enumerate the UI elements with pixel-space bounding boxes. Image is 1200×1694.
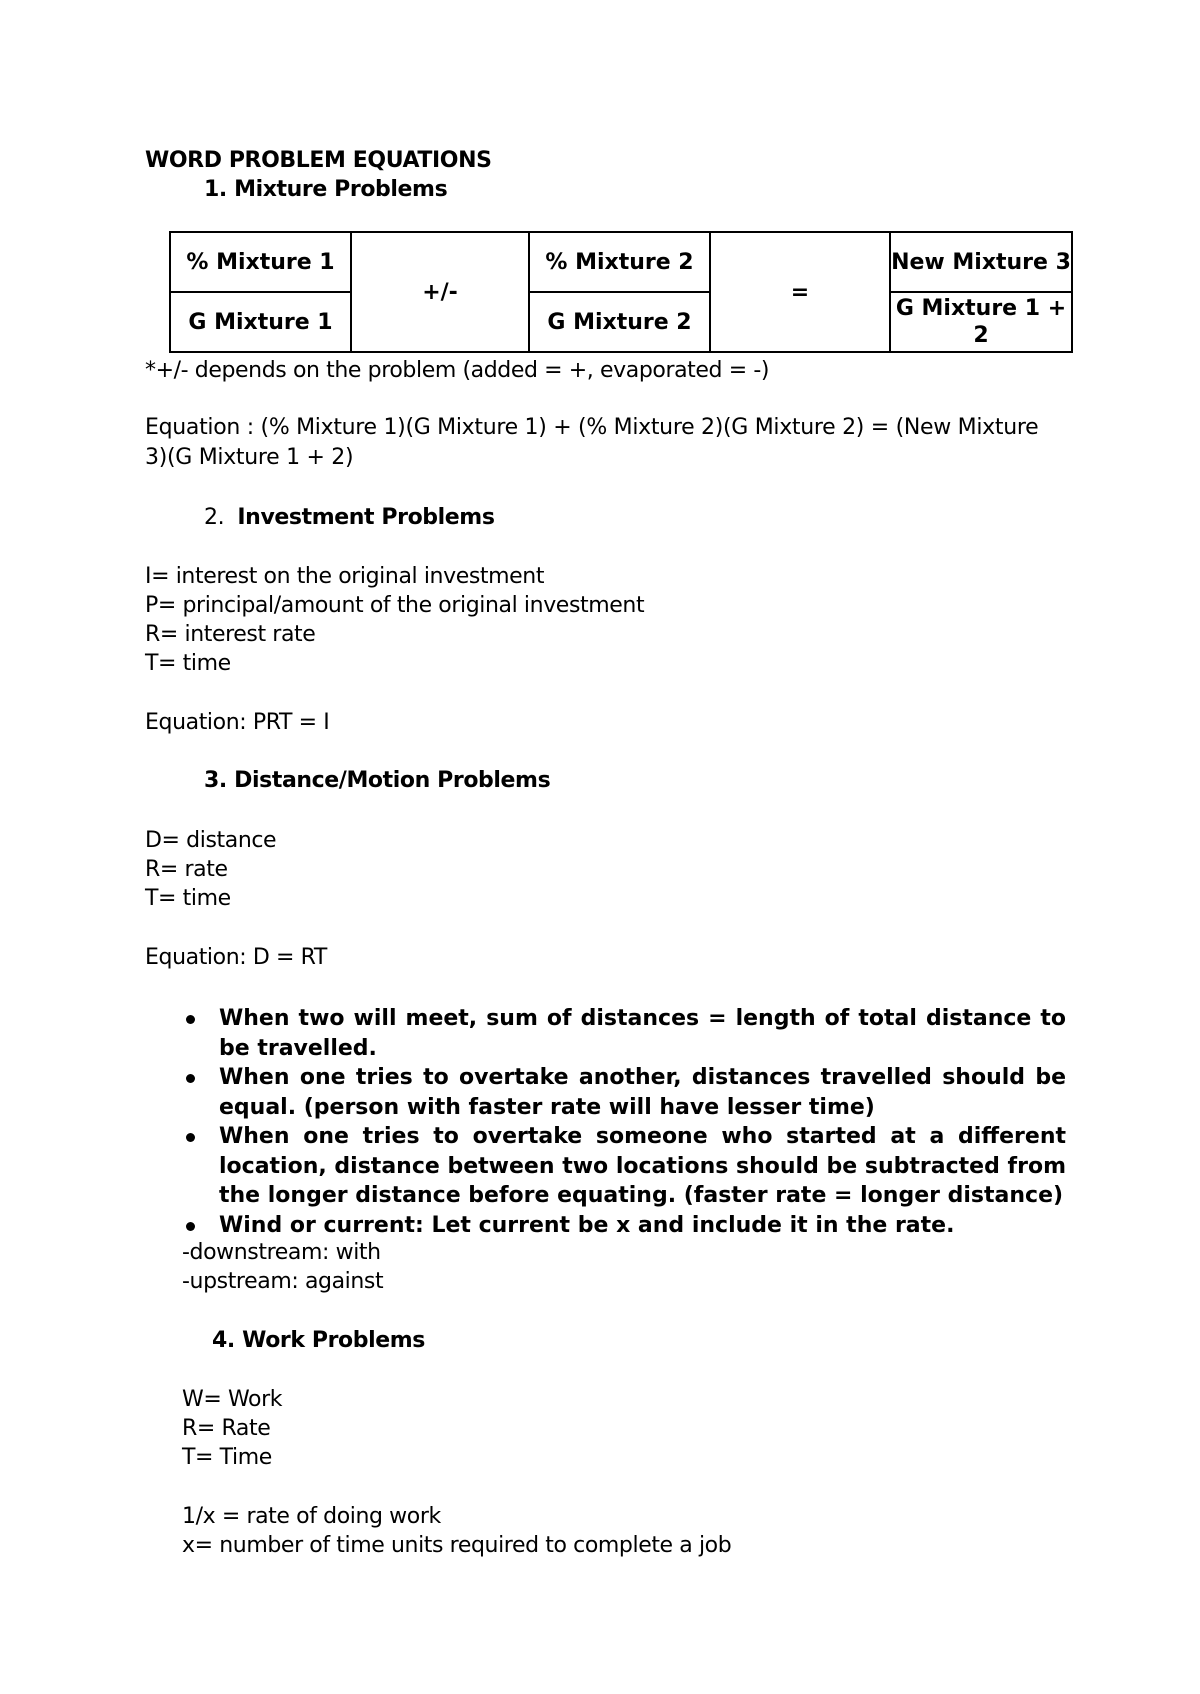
bullet-icon [186,1074,195,1083]
distance-tips-list [186,1004,1066,1240]
cell-percent-mixture-1: % Mixture 1 [170,232,351,292]
section-heading-investment [204,505,495,530]
cell-equals: = [710,232,890,352]
bullet-icon [186,1222,195,1231]
section-number: 2. [204,505,225,530]
mixture-equation: Equation : (% Mixture 1)(G Mixture 1) + (% Mixture 2)(G Mixture 2) = (New Mixture 3)(G Mixture 1 + 2) [145,415,1039,470]
section-heading-distance: 3. Distance/Motion Problems [204,768,551,793]
downstream-note: -downstream: with [182,1240,381,1265]
cell-g-mixture-sum: G Mixture 1 + 2 [890,292,1072,352]
cell-g-mixture-1: G Mixture 1 [170,292,351,352]
distance-equation: Equation: D = RT [145,945,327,970]
cell-new-mixture: New Mixture 3 [890,232,1072,292]
list-item: When one tries to overtake another, distances travelled should be equal. (person with faster rate will have lesser time) [186,1063,1066,1122]
investment-equation: Equation: PRT = I [145,710,330,735]
bullet-icon [186,1133,195,1142]
upstream-note: -upstream: against [182,1269,384,1294]
work-rate-note: 1/x = rate of doing work [182,1504,441,1529]
mixture-note: *+/- depends on the problem (added = +, evaporated = -) [145,358,770,383]
definition-time: T= time [145,886,231,911]
definition-distance: D= distance [145,828,277,853]
section-heading-work: 4. Work Problems [212,1328,425,1353]
work-units-note: x= number of time units required to complete a job [182,1533,732,1558]
bullet-icon [186,1015,195,1024]
mixture-table [169,231,1073,353]
cell-percent-mixture-2: % Mixture 2 [529,232,710,292]
list-item: When one tries to overtake someone who started at a different location, distance between two locations should be subtracted from the longer distance before equating. (faster rate = longer distance) [186,1122,1066,1211]
definition-work: W= Work [182,1387,283,1412]
list-item: When two will meet, sum of distances = length of total distance to be travelled. [186,1004,1066,1063]
definition-rate: R= Rate [182,1416,271,1441]
definition-time: T= time [145,651,231,676]
page-title: WORD PROBLEM EQUATIONS [145,148,492,173]
definition-interest: I= interest on the original investment [145,564,545,589]
section-heading-mixture: 1. Mixture Problems [204,177,448,202]
cell-operator: +/- [351,232,529,352]
list-item: Wind or current: Let current be x and include it in the rate. [186,1211,1066,1241]
definition-rate: R= interest rate [145,622,316,647]
definition-principal: P= principal/amount of the original investment [145,593,645,618]
cell-g-mixture-2: G Mixture 2 [529,292,710,352]
section-title: Investment Problems [237,505,495,530]
definition-rate: R= rate [145,857,228,882]
definition-time: T= Time [182,1445,272,1470]
